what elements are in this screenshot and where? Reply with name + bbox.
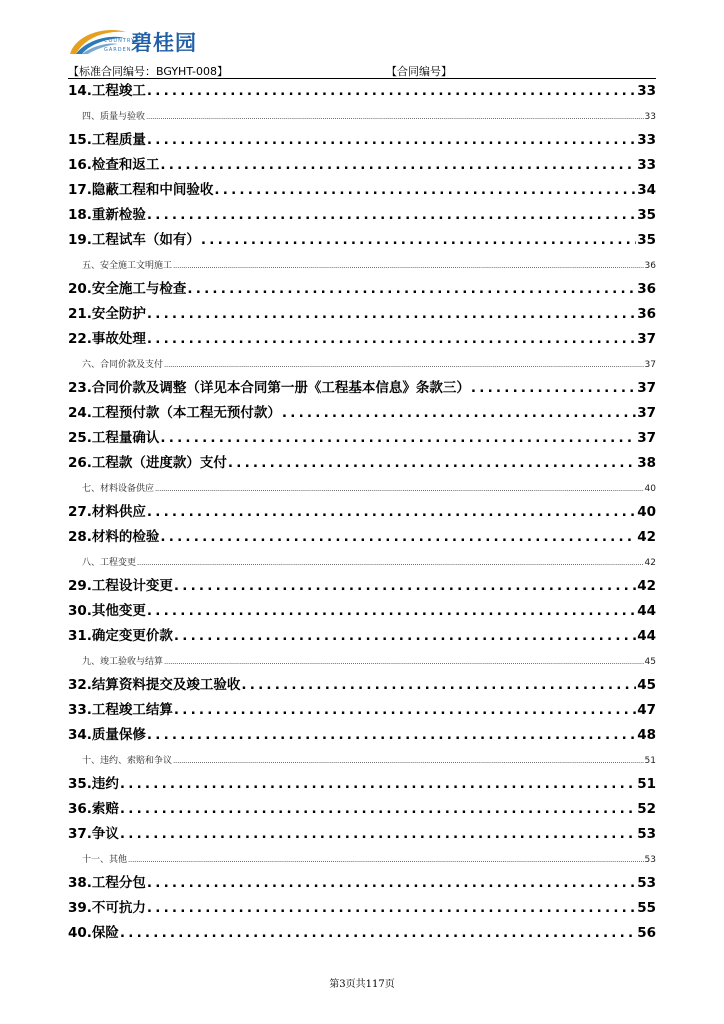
toc-entry-page: 40 — [644, 484, 656, 494]
toc-entry-title: 八、工程变更 — [82, 558, 137, 568]
toc-leader-dots — [173, 750, 644, 772]
toc-entry-title: 39.不可抗力 — [68, 900, 146, 916]
toc-leader-dots — [214, 178, 636, 203]
toc-entry-title: 28.材料的检验 — [68, 529, 160, 545]
toc-entry-page: 53 — [637, 875, 656, 891]
toc-leader-dots — [147, 896, 636, 921]
toc-leader-dots — [147, 723, 636, 748]
toc-entry-title: 27.材料供应 — [68, 504, 146, 520]
toc-entry[interactable] — [68, 921, 656, 946]
toc-entry-page: 52 — [637, 801, 656, 817]
toc-entry-page: 45 — [644, 657, 656, 667]
toc-entry-title: 31.确定变更价款 — [68, 628, 173, 644]
toc-entry-title: 26.工程款（进度款）支付 — [68, 455, 227, 471]
toc-entry-title: 17.隐蔽工程和中间验收 — [68, 182, 214, 198]
toc-entry-title: 五、安全施工文明施工 — [82, 261, 173, 271]
toc-entry-title: 33.工程竣工结算 — [68, 702, 173, 718]
toc-entry-page: 53 — [637, 826, 656, 842]
toc-entry-page: 47 — [637, 702, 656, 718]
toc-entry[interactable] — [68, 426, 656, 451]
toc-entry-title: 四、质量与验收 — [82, 112, 146, 122]
table-of-contents — [68, 79, 656, 946]
toc-leader-dots — [120, 772, 636, 797]
toc-section-entry[interactable] — [68, 649, 656, 673]
toc-leader-dots — [160, 426, 636, 451]
toc-leader-dots — [173, 255, 644, 277]
toc-entry-page: 33 — [644, 112, 656, 122]
toc-entry-title: 22.事故处理 — [68, 331, 146, 347]
toc-entry[interactable] — [68, 79, 656, 104]
toc-entry[interactable] — [68, 277, 656, 302]
toc-entry-title: 16.检查和返工 — [68, 157, 160, 173]
toc-section-entry[interactable] — [68, 847, 656, 871]
toc-section-entry[interactable] — [68, 550, 656, 574]
toc-entry-title: 40.保险 — [68, 925, 119, 941]
logo-name: 碧桂园 — [131, 30, 197, 55]
toc-entry-title: 七、材料设备供应 — [82, 484, 155, 494]
toc-entry-page: 42 — [644, 558, 656, 568]
toc-entry-page: 37 — [637, 331, 656, 347]
toc-entry-page: 35 — [637, 207, 656, 223]
toc-entry-page: 55 — [637, 900, 656, 916]
toc-leader-dots — [241, 673, 636, 698]
toc-leader-dots — [146, 106, 644, 128]
toc-leader-dots — [147, 327, 636, 352]
toc-entry-title: 21.安全防护 — [68, 306, 146, 322]
toc-entry-page: 36 — [644, 261, 656, 271]
toc-entry-page: 33 — [637, 83, 656, 99]
toc-leader-dots — [147, 79, 636, 104]
toc-entry[interactable] — [68, 772, 656, 797]
toc-entry-title: 十、违约、索赔和争议 — [82, 756, 173, 766]
toc-entry[interactable] — [68, 178, 656, 203]
toc-entry-title: 19.工程试车（如有） — [68, 232, 200, 248]
toc-leader-dots — [174, 574, 636, 599]
toc-entry[interactable] — [68, 451, 656, 476]
toc-entry[interactable] — [68, 376, 656, 401]
toc-entry-page: 33 — [637, 132, 656, 148]
toc-section-entry[interactable] — [68, 253, 656, 277]
toc-leader-dots — [155, 478, 644, 500]
toc-section-entry[interactable] — [68, 476, 656, 500]
toc-entry-title: 35.违约 — [68, 776, 119, 792]
toc-entry-page: 51 — [644, 756, 656, 766]
toc-leader-dots — [147, 203, 636, 228]
toc-entry-page: 44 — [637, 628, 656, 644]
toc-entry[interactable] — [68, 698, 656, 723]
toc-entry-title: 36.索赔 — [68, 801, 119, 817]
toc-leader-dots — [147, 500, 636, 525]
toc-entry[interactable] — [68, 723, 656, 748]
toc-entry-page: 48 — [637, 727, 656, 743]
toc-entry-title: 29.工程设计变更 — [68, 578, 173, 594]
toc-leader-dots — [228, 451, 636, 476]
toc-section-entry[interactable] — [68, 352, 656, 376]
toc-leader-dots — [147, 599, 636, 624]
toc-entry[interactable] — [68, 624, 656, 649]
toc-entry-page: 35 — [637, 232, 656, 248]
toc-leader-dots — [147, 871, 636, 896]
toc-leader-dots — [147, 128, 636, 153]
toc-entry-page: 51 — [637, 776, 656, 792]
toc-entry[interactable] — [68, 673, 656, 698]
toc-entry-title: 23.合同价款及调整（详见本合同第一册《工程基本信息》条款三） — [68, 380, 470, 396]
toc-entry-page: 36 — [637, 281, 656, 297]
toc-entry-title: 34.质量保修 — [68, 727, 146, 743]
toc-entry[interactable] — [68, 599, 656, 624]
toc-leader-dots — [201, 228, 636, 253]
toc-leader-dots — [137, 552, 644, 574]
page-footer: 第3页共117页 — [329, 979, 395, 990]
toc-entry[interactable] — [68, 896, 656, 921]
page-header — [68, 62, 656, 79]
toc-entry-page: 37 — [637, 405, 656, 421]
toc-entry-page: 33 — [637, 157, 656, 173]
toc-leader-dots — [187, 277, 636, 302]
toc-entry-page: 42 — [637, 578, 656, 594]
toc-entry[interactable] — [68, 153, 656, 178]
toc-entry[interactable] — [68, 822, 656, 847]
toc-entry-title: 20.安全施工与检查 — [68, 281, 187, 297]
toc-entry[interactable] — [68, 797, 656, 822]
toc-entry-page: 37 — [644, 360, 656, 370]
toc-entry-page: 37 — [637, 380, 656, 396]
toc-entry-page: 53 — [644, 855, 656, 865]
toc-leader-dots — [160, 525, 636, 550]
toc-entry[interactable] — [68, 228, 656, 253]
toc-entry-title: 37.争议 — [68, 826, 119, 842]
toc-entry-title: 38.工程分包 — [68, 875, 146, 891]
toc-entry-page: 38 — [637, 455, 656, 471]
toc-entry-page: 44 — [637, 603, 656, 619]
toc-entry-page: 34 — [637, 182, 656, 198]
toc-entry-page: 40 — [637, 504, 656, 520]
toc-entry[interactable] — [68, 128, 656, 153]
toc-section-entry[interactable] — [68, 748, 656, 772]
toc-leader-dots — [164, 354, 644, 376]
standard-contract-number: 【标准合同编号：BGYHT-008】 — [68, 65, 228, 78]
toc-entry-page: 56 — [637, 925, 656, 941]
toc-entry-title: 30.其他变更 — [68, 603, 146, 619]
toc-entry[interactable] — [68, 327, 656, 352]
toc-leader-dots — [174, 698, 636, 723]
toc-leader-dots — [471, 376, 636, 401]
toc-leader-dots — [282, 401, 636, 426]
toc-entry-title: 十一、其他 — [82, 855, 128, 865]
toc-entry-page: 36 — [637, 306, 656, 322]
toc-leader-dots — [147, 302, 636, 327]
toc-leader-dots — [120, 822, 636, 847]
toc-entry-title: 25.工程量确认 — [68, 430, 160, 446]
toc-leader-dots — [128, 849, 644, 871]
logo-sub-country: COUNTRY — [104, 38, 136, 44]
toc-entry[interactable] — [68, 203, 656, 228]
contract-number: 【合同编号】 — [386, 65, 452, 78]
toc-leader-dots — [120, 797, 636, 822]
toc-entry-title: 18.重新检验 — [68, 207, 146, 223]
logo-sub-garden: GARDEN — [104, 47, 132, 53]
toc-entry[interactable] — [68, 302, 656, 327]
toc-entry[interactable] — [68, 871, 656, 896]
toc-entry-title: 24.工程预付款（本工程无预付款） — [68, 405, 281, 421]
toc-entry-title: 32.结算资料提交及竣工验收 — [68, 677, 241, 693]
toc-section-entry[interactable] — [68, 104, 656, 128]
toc-leader-dots — [160, 153, 636, 178]
toc-entry-page: 45 — [637, 677, 656, 693]
toc-entry[interactable] — [68, 500, 656, 525]
toc-leader-dots — [164, 651, 644, 673]
toc-entry-title: 九、竣工验收与结算 — [82, 657, 164, 667]
toc-entry[interactable] — [68, 574, 656, 599]
toc-entry-title: 六、合同价款及支付 — [82, 360, 164, 370]
toc-entry[interactable] — [68, 401, 656, 426]
toc-entry-title: 14.工程竣工 — [68, 83, 146, 99]
toc-entry[interactable] — [68, 525, 656, 550]
toc-entry-title: 15.工程质量 — [68, 132, 146, 148]
toc-leader-dots — [174, 624, 636, 649]
toc-entry-page: 37 — [637, 430, 656, 446]
toc-entry-page: 42 — [637, 529, 656, 545]
toc-leader-dots — [120, 921, 636, 946]
